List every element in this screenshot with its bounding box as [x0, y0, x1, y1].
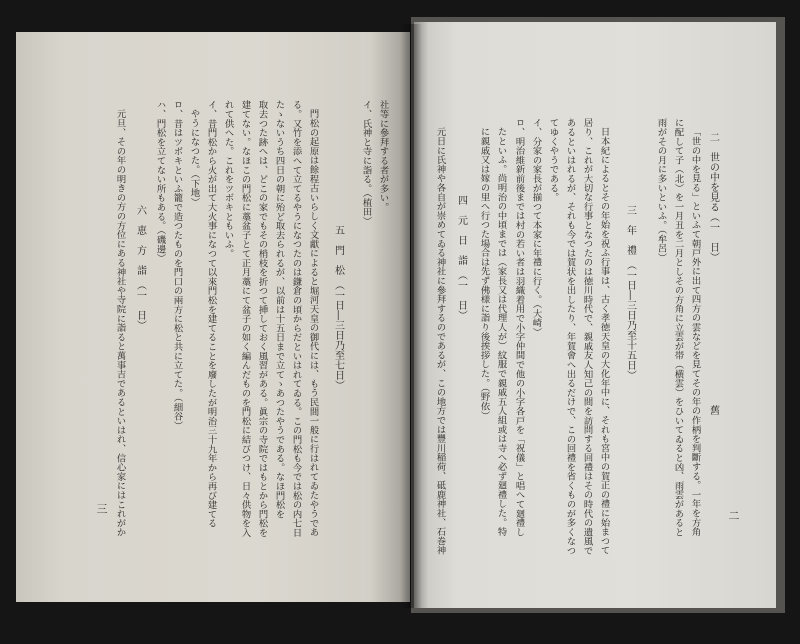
text-column: れて供へた。これをツボキともいふ。	[222, 100, 234, 259]
list-item: ロ、昔はツボキといふ籠で造つたものを門口の兩方に松と共に立てた。（細谷）	[171, 100, 183, 431]
list-item-continuation: に親戚又は嫁の里へ行つた場合は先ず佛様に詣り後挨拶した。（野依）	[478, 127, 490, 421]
text-column: 門松の起原は餘程古いらしく文獻によると堀河天皇の御代には、もう民間一般に行はれてゐたやうであ	[307, 109, 319, 538]
section-heading: 四 元 日 詣 （一 日）	[455, 195, 467, 320]
section-heading: 二 世の中を見る（一 日）	[707, 132, 719, 262]
section-heading: 六 恵 方 詣 （一 日）	[134, 205, 146, 330]
section-heading: 五 門 松 （一日―三日乃至七日）	[332, 225, 344, 390]
list-item: イ、昔門松から火が出て大火事になつて以來門松を建てることを廢したが明治三十九年から再び建てる	[205, 100, 217, 528]
text-column: 元日に氏神や各自が崇めてゐる神社に參拜するのであるが、この地方では豐川稲荷、砥鹿神社、石巻神	[434, 127, 446, 556]
list-item: ロ、明治維新前後までは村の若い者は羽織着用で小字仲間で他の小字各戸を「祝儀」と唱へて廻禮し	[513, 118, 525, 537]
text-column: に配して子（北）を一月丑を二月としその方角に立雲が帯（横雲）をひいてゐると凶、雨雲があると	[672, 118, 684, 537]
list-item: イ、分家の家長が揃つて本家に年禮に行く。（大崎）	[530, 118, 542, 337]
list-item-continuation: やうになつた。（下地）	[188, 109, 200, 207]
text-column: 元旦、その年の明きの方の方位にある神社や寺院に詣ると萬事吉であるといはれ、信心家にはこれがか	[114, 109, 126, 538]
text-column: 社等に參拜する者が多い。	[377, 100, 389, 212]
text-column: たゝないうち四日の朝に殆ど取去られるが、以前は十五日まで立てゝあつたやうである。なほ門松を	[273, 100, 285, 519]
page-number: 二	[727, 510, 740, 521]
text-column: る。又竹を添へて立てるやうになつたのは鎌倉の頃からだといはれてゐる。この門松も今では松の内七日	[290, 100, 302, 538]
section-heading: 三 年 禮 （一日―三日乃至十五日）	[624, 205, 636, 380]
page-number: 三	[95, 503, 108, 514]
left-page	[16, 32, 410, 602]
text-column: てゆくやうである。	[547, 118, 559, 202]
list-item: ハ、門松を立てない所もある。（磯邊）	[154, 100, 166, 263]
text-column: 建てない。なほこの門松に藁盆子とて正月藁にて盆子の如く編んだものを門松に結びつけ、日々供物を入	[239, 100, 251, 538]
right-page	[414, 22, 776, 608]
text-column: 「世の中を見る」といふて朝戸外に出て四方の雲などを見てその年の作柄を判斷する。一年を方角	[689, 127, 701, 537]
book-spine-shadow	[400, 24, 422, 608]
text-column: 雨がその月に多いといふ。（牟呂）	[655, 118, 667, 263]
text-column: 日本紀によるとその年始を祝ふ行事は、古く孝徳天皇の大化年中に、それも宮中の賀正の禮に始まつて	[598, 127, 610, 556]
list-item: イ、氏神と寺に詣る。（植田）	[360, 100, 372, 226]
text-column: 取去つた跡へは、どこの家でもその梢枝を折つて挿しておく風習がある。眞宗の寺院ではもとから門松を	[256, 100, 268, 538]
list-item-continuation: たといふ。尚明治の中頃までは（家長又は代理人が）紋服で親戚五人組或は寺へ必ず廻禮した。特	[495, 127, 507, 537]
heading-note: 舊	[707, 405, 719, 415]
text-column: あるといはれるが、それも今では賀状を出したり、年賀會へ出るだけで、この回禮を省くものが多くなつ	[564, 118, 576, 556]
text-column: 居り、これが大切な行事となつたのは徳川時代で、親戚友人知己の間を訪問する回禮はその時代の遺風で	[581, 118, 593, 556]
